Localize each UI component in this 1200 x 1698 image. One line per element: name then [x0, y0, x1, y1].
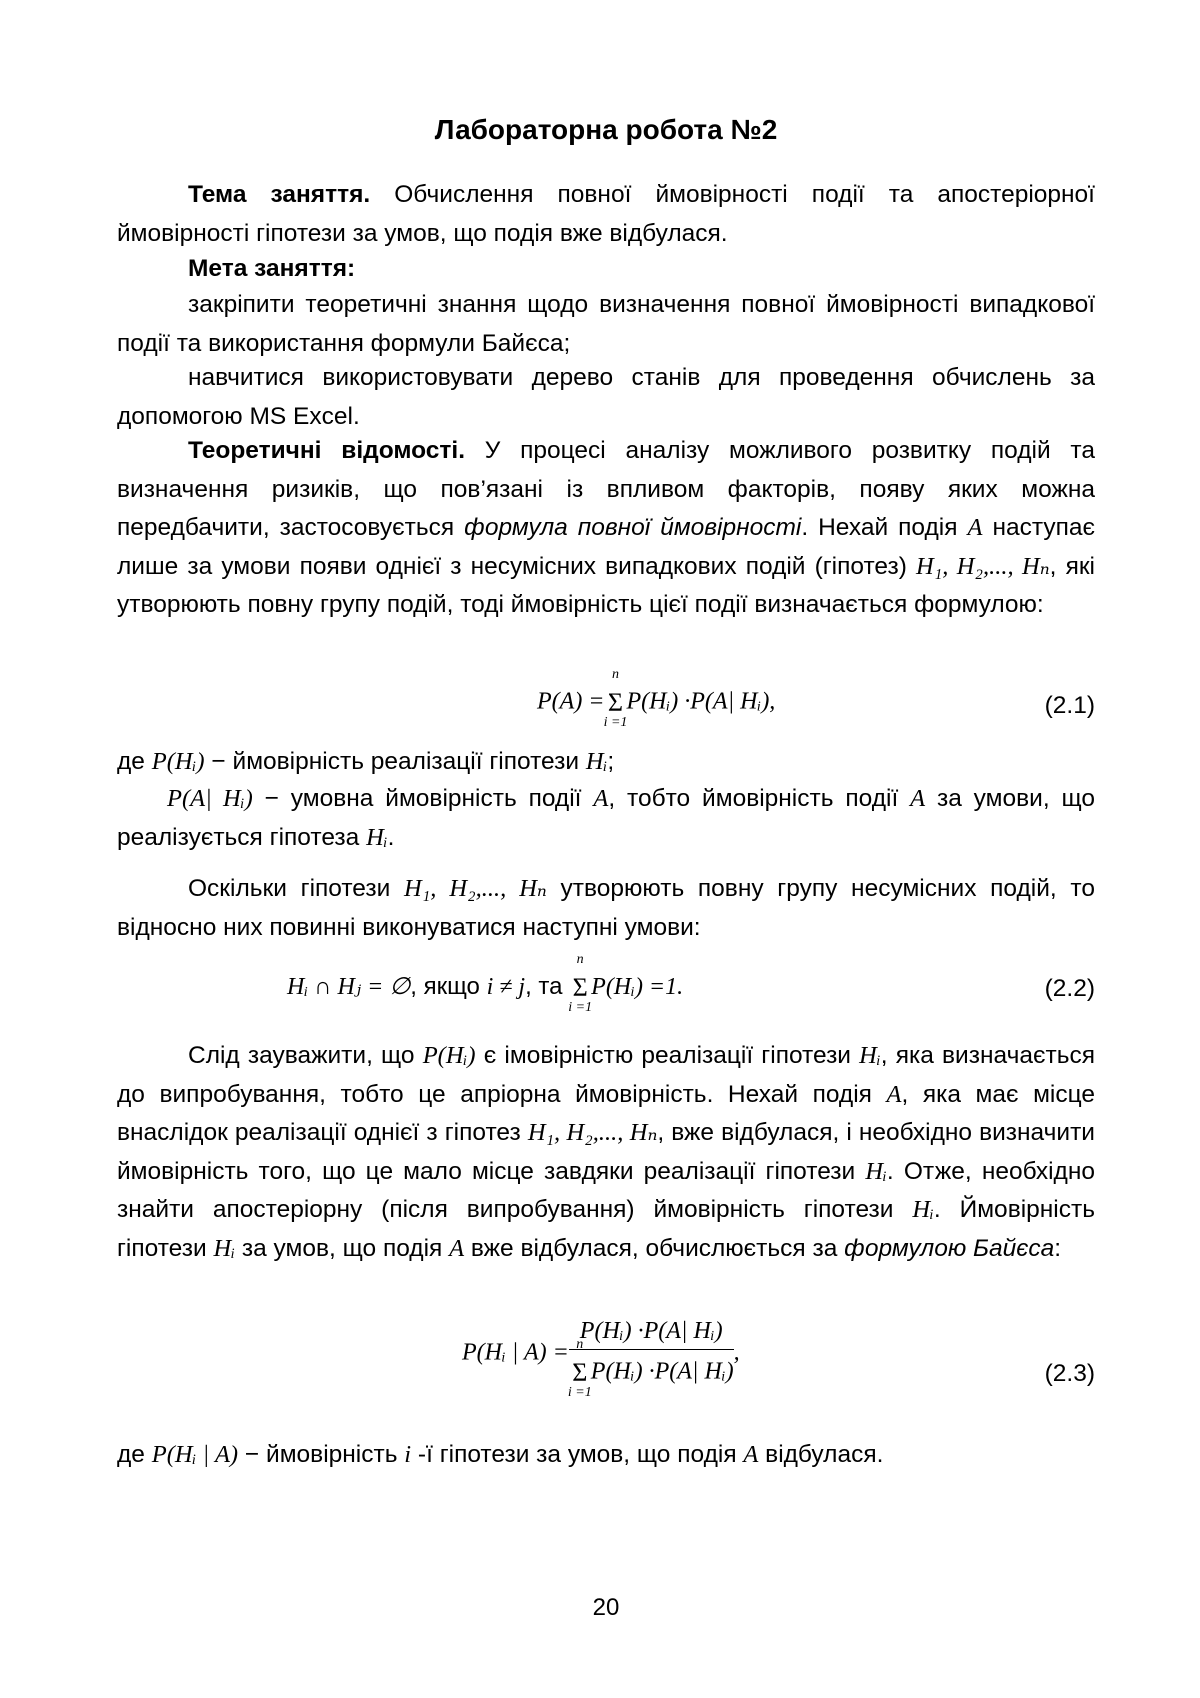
- topic-text: Обчислення повної ймовірності події та апостеріорної ймовірності гіпотези за умов, що подія вже відбулася.: [117, 181, 1095, 247]
- formula-2-2: [287, 952, 684, 1016]
- sum-lower-1: i =1: [603, 715, 628, 730]
- equation-number-2-2: (2.2): [1044, 975, 1095, 1002]
- hypotheses-list-3: H₁, H₂,..., Hₙ: [527, 1119, 658, 1146]
- and-word: , та: [525, 973, 570, 1000]
- bayes-denominator: [567, 1337, 734, 1400]
- intersection-expr: Hᵢ ∩ Hⱼ = ∅: [287, 974, 411, 1000]
- p-hi-given-a: P(Hᵢ | A): [151, 1441, 239, 1468]
- sum-lower-2: i =1: [568, 1000, 593, 1016]
- sigma-1: Σ: [607, 688, 624, 717]
- sum-symbol-2: [568, 952, 593, 1016]
- event-a-2: A: [593, 785, 609, 812]
- formula-2-1-lhs: P(A) =: [537, 688, 605, 715]
- bayes-paragraph: [117, 1037, 1095, 1268]
- sum-symbol-3: [567, 1337, 592, 1400]
- hypotheses-list: H₁, H₂,..., Hₙ: [916, 552, 1050, 580]
- h-i-3: Hᵢ: [859, 1042, 881, 1069]
- theory-label: Теоретичні відомості.: [188, 437, 466, 464]
- theory-text-2: . Нехай подія: [801, 514, 968, 541]
- h-i: Hᵢ: [585, 748, 608, 775]
- where-text-1: − ймовірність реалізації гіпотези: [204, 748, 586, 775]
- sigma-3: Σ: [572, 1358, 588, 1387]
- h-i-4: Hᵢ: [865, 1157, 887, 1185]
- where-text-3: , тобто ймовірність події: [608, 785, 911, 812]
- sum-symbol-1: [603, 667, 628, 730]
- where-de-1: де: [117, 748, 152, 775]
- page-number: 20: [592, 1594, 620, 1621]
- equation-number-2-1: (2.1): [1044, 692, 1095, 719]
- group-paragraph: [117, 870, 1095, 947]
- formula-2-1-rhs: P(Hᵢ) ·P(A| Hᵢ),: [626, 688, 776, 715]
- event-a-6: A: [743, 1441, 759, 1468]
- group-text-1: Оскільки гіпотези: [188, 875, 405, 902]
- p-a-given-hi: P(A| Hᵢ): [167, 785, 253, 812]
- theory-text-4: , які утворюють повну групу подій, тоді ймовірність цієї події визначається формулою:: [117, 552, 1095, 618]
- where3-text-2: -ї гіпотези за умов, що подія: [411, 1441, 744, 1468]
- where-text-2: − умовна ймовірність події: [252, 785, 594, 812]
- where-line-1: [117, 743, 1095, 782]
- sum-lower-3: i =1: [567, 1385, 592, 1400]
- if-word: , якщо: [410, 973, 487, 1000]
- where-line-2: [117, 780, 1095, 857]
- bayes-text-9: вже відбулася, обчислюється за: [464, 1234, 845, 1262]
- where3-text-1: − ймовірність: [238, 1441, 405, 1468]
- theory-text-3: наступає лише за умови появи однієї з несумісних випадкових подій (гіпотез): [117, 514, 1095, 580]
- sigma-2: Σ: [572, 973, 588, 1003]
- event-a-5: A: [449, 1234, 465, 1262]
- bayes-fraction: [567, 1318, 734, 1400]
- goal-item-2: навчитися використовувати дерево станів для проведення обчислень за допомогою MS Excel.: [117, 364, 1095, 430]
- bayes-text-10: :: [1054, 1234, 1062, 1262]
- event-a: A: [967, 514, 983, 541]
- bayes-text-4: , яка має місце внаслідок реалізації однієї з гіпотез: [117, 1080, 1095, 1146]
- where-de-3: де: [117, 1441, 152, 1468]
- bayes-text-3: , яка визначається до випробування, тобто це апріорна ймовірність. Нехай подія: [117, 1042, 1095, 1108]
- where-text-4-end: .: [387, 823, 395, 851]
- bayes-numerator: P(Hᵢ) ·P(A| Hᵢ): [569, 1318, 734, 1350]
- goal-label: Мета заняття:: [188, 255, 356, 282]
- sum-upper-3: n: [576, 1337, 584, 1352]
- goal-item-1: закріпити теоретичні знання щодо визначення повної ймовірності випадкової події та використання формули Байєса;: [117, 291, 1095, 357]
- bayes-denominator-term: P(Hᵢ) ·P(A| Hᵢ): [590, 1358, 734, 1385]
- page-title: Лабораторна робота №2: [434, 114, 778, 145]
- equation-number-2-3: (2.3): [1044, 1360, 1095, 1387]
- p-hi: P(Hᵢ): [151, 748, 205, 775]
- bayes-lhs: P(Hᵢ | A) =: [462, 1339, 569, 1366]
- sum-upper-1: n: [612, 667, 619, 682]
- sum-upper-2: n: [576, 952, 584, 968]
- i-neq-j: i ≠ j: [486, 974, 526, 1000]
- p-hi-2: P(Hᵢ): [422, 1042, 476, 1069]
- where-text-4: за умови, що реалізується гіпотеза: [117, 785, 1096, 851]
- group-text-2: утворюють повну групу несумісних подій, то відносно них повинні виконуватися наступні умови:: [117, 875, 1095, 941]
- where3-text-3: відбулася.: [758, 1441, 884, 1468]
- hypotheses-list-2: H₁, H₂,..., Hₙ: [404, 875, 547, 902]
- formula-2-1: [537, 667, 776, 730]
- goal-heading: [117, 250, 1095, 289]
- index-i: i: [404, 1441, 412, 1468]
- where-text-1-end: ;: [607, 748, 615, 775]
- formula-2-3: [462, 1318, 740, 1400]
- event-a-3: A: [910, 785, 926, 812]
- theory-text-1: У процесі аналізу можливого розвитку подій та визначення ризиків, що пов’язані із впливом факторів, появу яких можна передбачити, застосовується: [117, 437, 1095, 541]
- bayes-text-8: за умов, що подія: [235, 1234, 450, 1262]
- bayes-text-5: , вже відбулася, і необхідно визначити ймовірність того, що це мало місце завдяки реалізації гіпотези: [117, 1119, 1095, 1185]
- bayes-formula-term: формулою Байєса: [844, 1234, 1055, 1262]
- topic-label: Тема заняття.: [188, 181, 371, 208]
- bayes-text-1: Слід зауважити, що: [188, 1042, 423, 1069]
- topic-paragraph: [117, 176, 1095, 253]
- bayes-text-2: є імовірністю реалізації гіпотези: [475, 1042, 860, 1069]
- event-a-4: A: [886, 1080, 902, 1108]
- sum-equals-one: P(Hᵢ) =1.: [591, 974, 684, 1000]
- bayes-text-7: . Ймовірність гіпотези: [117, 1196, 1095, 1262]
- theory-paragraph: [117, 432, 1095, 625]
- where-line-3: [117, 1436, 1095, 1475]
- h-i-2: Hᵢ: [366, 823, 388, 851]
- total-probability-term: формула повної ймовірності: [464, 514, 802, 541]
- bayes-text-6: . Отже, необхідно знайти апостеріорну (після випробування) ймовірність гіпотези: [117, 1157, 1095, 1223]
- h-i-6: Hᵢ: [213, 1234, 236, 1262]
- bayes-tail: ,: [733, 1339, 740, 1366]
- h-i-5: Hᵢ: [912, 1196, 934, 1223]
